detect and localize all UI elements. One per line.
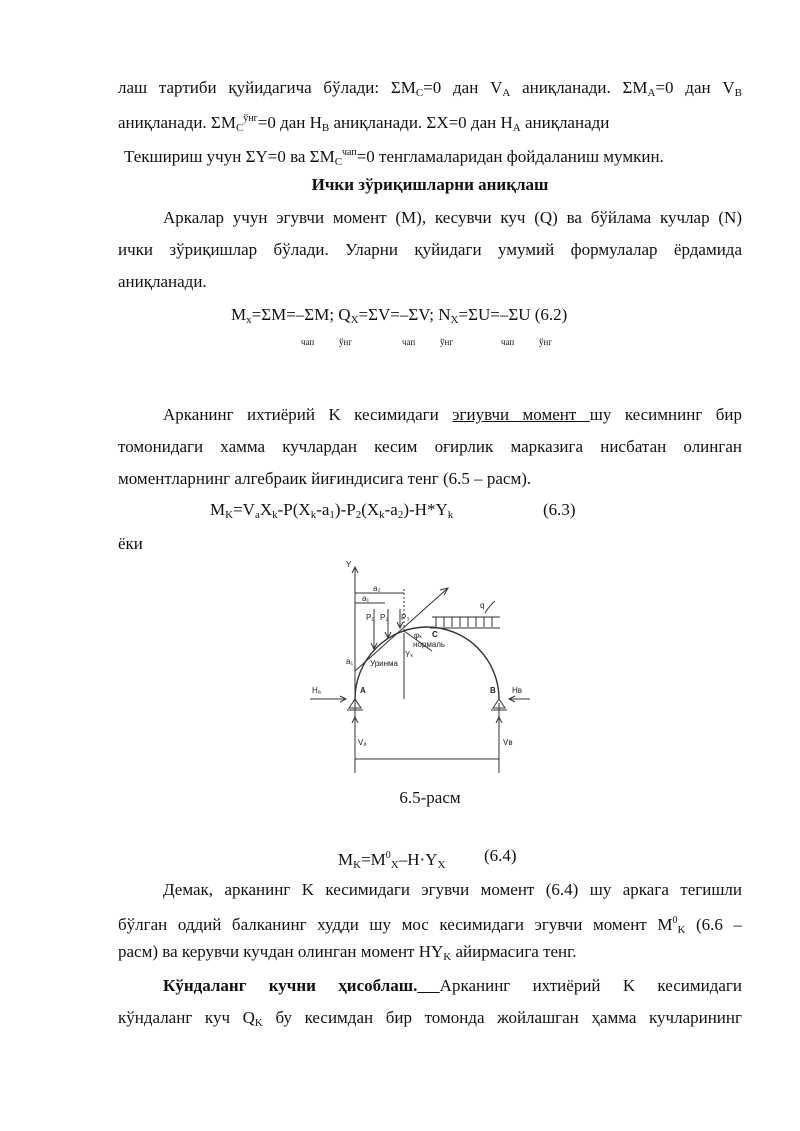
q-leader xyxy=(485,601,495,613)
text-line-3: Текшириш учун ΣY=0 ва $\Sigma M_C^{чап}=0$ тенгламаларидан фойдаланиш мумкин. xyxy=(124,147,664,168)
paragraph-4-line-1: Кўндаланг кучни ҳисоблаш. Арканинг ихтиёрий K кесимидаги xyxy=(163,976,742,995)
paragraph-2-line-3: моментларнинг алгебраик йиғиндисига тенг (6.5 – расм). xyxy=(118,469,532,488)
label-phi: φₖ xyxy=(414,631,423,640)
label-yk: Yₖ xyxy=(405,650,414,659)
label-vb: Vв xyxy=(503,738,513,747)
paragraph-4-line-2: кўндаланг куч $Q_K$ бу кесимдан бир томонда жойлашган ҳамма кучларининг xyxy=(118,1008,742,1029)
formula-6-4: $M_K=M^0_X-H\cdot Y_X$ xyxy=(338,850,446,871)
label-a2: a₂ xyxy=(373,584,381,593)
diagram-labels xyxy=(312,560,522,747)
paragraph-3-line-1: Демак, арканинг K кесимидаги эгувчи момент (6.4) шу аркага тегишли xyxy=(163,880,742,899)
paragraph-3-line-2: бўлган оддий балканинг худди шу мос кесимидаги эгувчи момент $M^0_K$ (6.6 – xyxy=(118,915,742,936)
label-a1: a₁ xyxy=(362,594,370,603)
label-va: Vₐ xyxy=(358,738,367,747)
label-b: B xyxy=(490,686,496,695)
formula-6-2: $M_x=\Sigma M=-\Sigma M$; $Q_X=\Sigma V=-\Sigma V$; $N_X=\Sigma U=-\Sigma U$ (6.2) xyxy=(231,305,568,326)
label-c: C xyxy=(432,630,438,639)
eki-word: ёки xyxy=(118,534,143,553)
formula-6-4-number: (6.4) xyxy=(484,846,517,865)
document-page: лаш тартиби қуйидагича бўлади: $\Sigma M_C=0$ дан $V_A$ аниқланади. $\Sigma M_A=0$ дан $V_B$ аниқланади. $\Sigma M_C^{ўнг}=0$ дан $H_B$ аниқланади. ΣX=0 дан $H_A$ аниқланади Текшириш учун ΣY=0 ва $\Sigma M_C^{чап}=0$ тенгламаларидан фойдаланиш мумкин. Ички зўриқишларни аниқлаш Аркалар учун эгувчи момент (M), кесувчи куч (Q) ва бўйлама кучлар (N) ички зўриқишлар бўлади. Уларни қуйидаги умумий формулалар ёрдамида аниқланади. $M_x=\Sigma M=-\Sigma M$; $Q_X=\Sigma V=-\Sigma V$; $N_X=\Sigma U=-\Sigma U$ (6.2) чап ўнг чап ўнг чап ўнг Арканинг ихтиёрий K кесимидаги эгиувчи момент шу кесимнинг бир томонидаги хамма кучлардан кесим оғирлик марказига нисбатан олинган моментларнинг алгебраик йиғиндисига тенг (6.5 – расм). $M_K=V_aX_k-P(X_k-a_1)-P_2(X_k-a_2)-H*Y_k$ (6.3) ёки Y a₂ a₁ P₁ P₂ P₃ q φₖ C нормаль Yₖ a₁ Уринма Hₐ A B Hв Vₐ Vв 6.5-расм $M_K=M^0_X-H\cdot Y_X$ (6.4) Демак, арканинг K кесимидаги эгувчи момент (6.4) шу аркага тегишли бўлган оддий балканинг худди шу мос кесимидаги эгувчи момент $M^0_K$ (6.6 – расм) ва керувчи кучдан олинган момент $HY_K$ айирмасига тенг. Кўндаланг кучни ҳисоблаш. Арканинг ихтиёрий K кесимидаги кўндаланг куч $Q_K$ бу кесимдан бир томонда жойлашган ҳамма кучларининг xyxy=(0,0,800,1131)
paragraph-3-line-3: расм) ва керувчи кучдан олинган момент $HY_K$ айирмасига тенг. xyxy=(118,942,577,963)
label-hb: Hв xyxy=(512,686,523,695)
label-tangent: Уринма xyxy=(370,659,399,668)
label-normal: нормаль xyxy=(413,640,446,649)
paragraph-1-line-2: ички зўриқишлар бўлади. Уларни қуйидаги умумий формулалар ёрдамида xyxy=(118,240,742,259)
arch-diagram xyxy=(300,553,530,778)
text-line-1: лаш тартиби қуйидагича бўлади: $\Sigma M_C=0$ дан $V_A$ аниқланади. $\Sigma M_A=0$ дан $V_B$ xyxy=(118,78,742,99)
paragraph-1-line-3: аниқланади. xyxy=(118,272,207,291)
section-heading: Ички зўриқишларни аниқлаш xyxy=(311,175,549,194)
figure-caption: 6.5-расм xyxy=(399,788,461,807)
label-q: q xyxy=(480,601,485,610)
label-p2: P₂ xyxy=(380,613,389,622)
label-a1-second: a₁ xyxy=(346,657,354,666)
paragraph-2-line-2: томонидаги хамма кучлардан кесим оғирлик марказига нисбатан олинган xyxy=(118,437,742,456)
label-a: A xyxy=(360,686,366,695)
distributed-load-arrows xyxy=(436,617,492,627)
formula-6-3: $M_K=V_aX_k-P(X_k-a_1)-P_2(X_k-a_2)-H*Y_k$ xyxy=(210,500,454,521)
label-p3: P₃ xyxy=(401,613,410,622)
label-ha: Hₐ xyxy=(312,686,321,695)
paragraph-2-line-1: Арканинг ихтиёрий K кесимидаги эгиувчи момент шу кесимнинг бир xyxy=(163,405,742,424)
formula-6-3-number: (6.3) xyxy=(543,500,576,519)
paragraph-1-line-1: Аркалар учун эгувчи момент (M), кесувчи куч (Q) ва бўйлама кучлар (N) xyxy=(163,208,742,227)
label-y: Y xyxy=(346,560,352,569)
label-p1: P₁ xyxy=(366,613,375,622)
text-line-2: аниқланади. $\Sigma M_C^{ўнг}=0$ дан $H_B$ аниқланади. ΣX=0 дан $H_A$ аниқланади xyxy=(118,113,610,134)
